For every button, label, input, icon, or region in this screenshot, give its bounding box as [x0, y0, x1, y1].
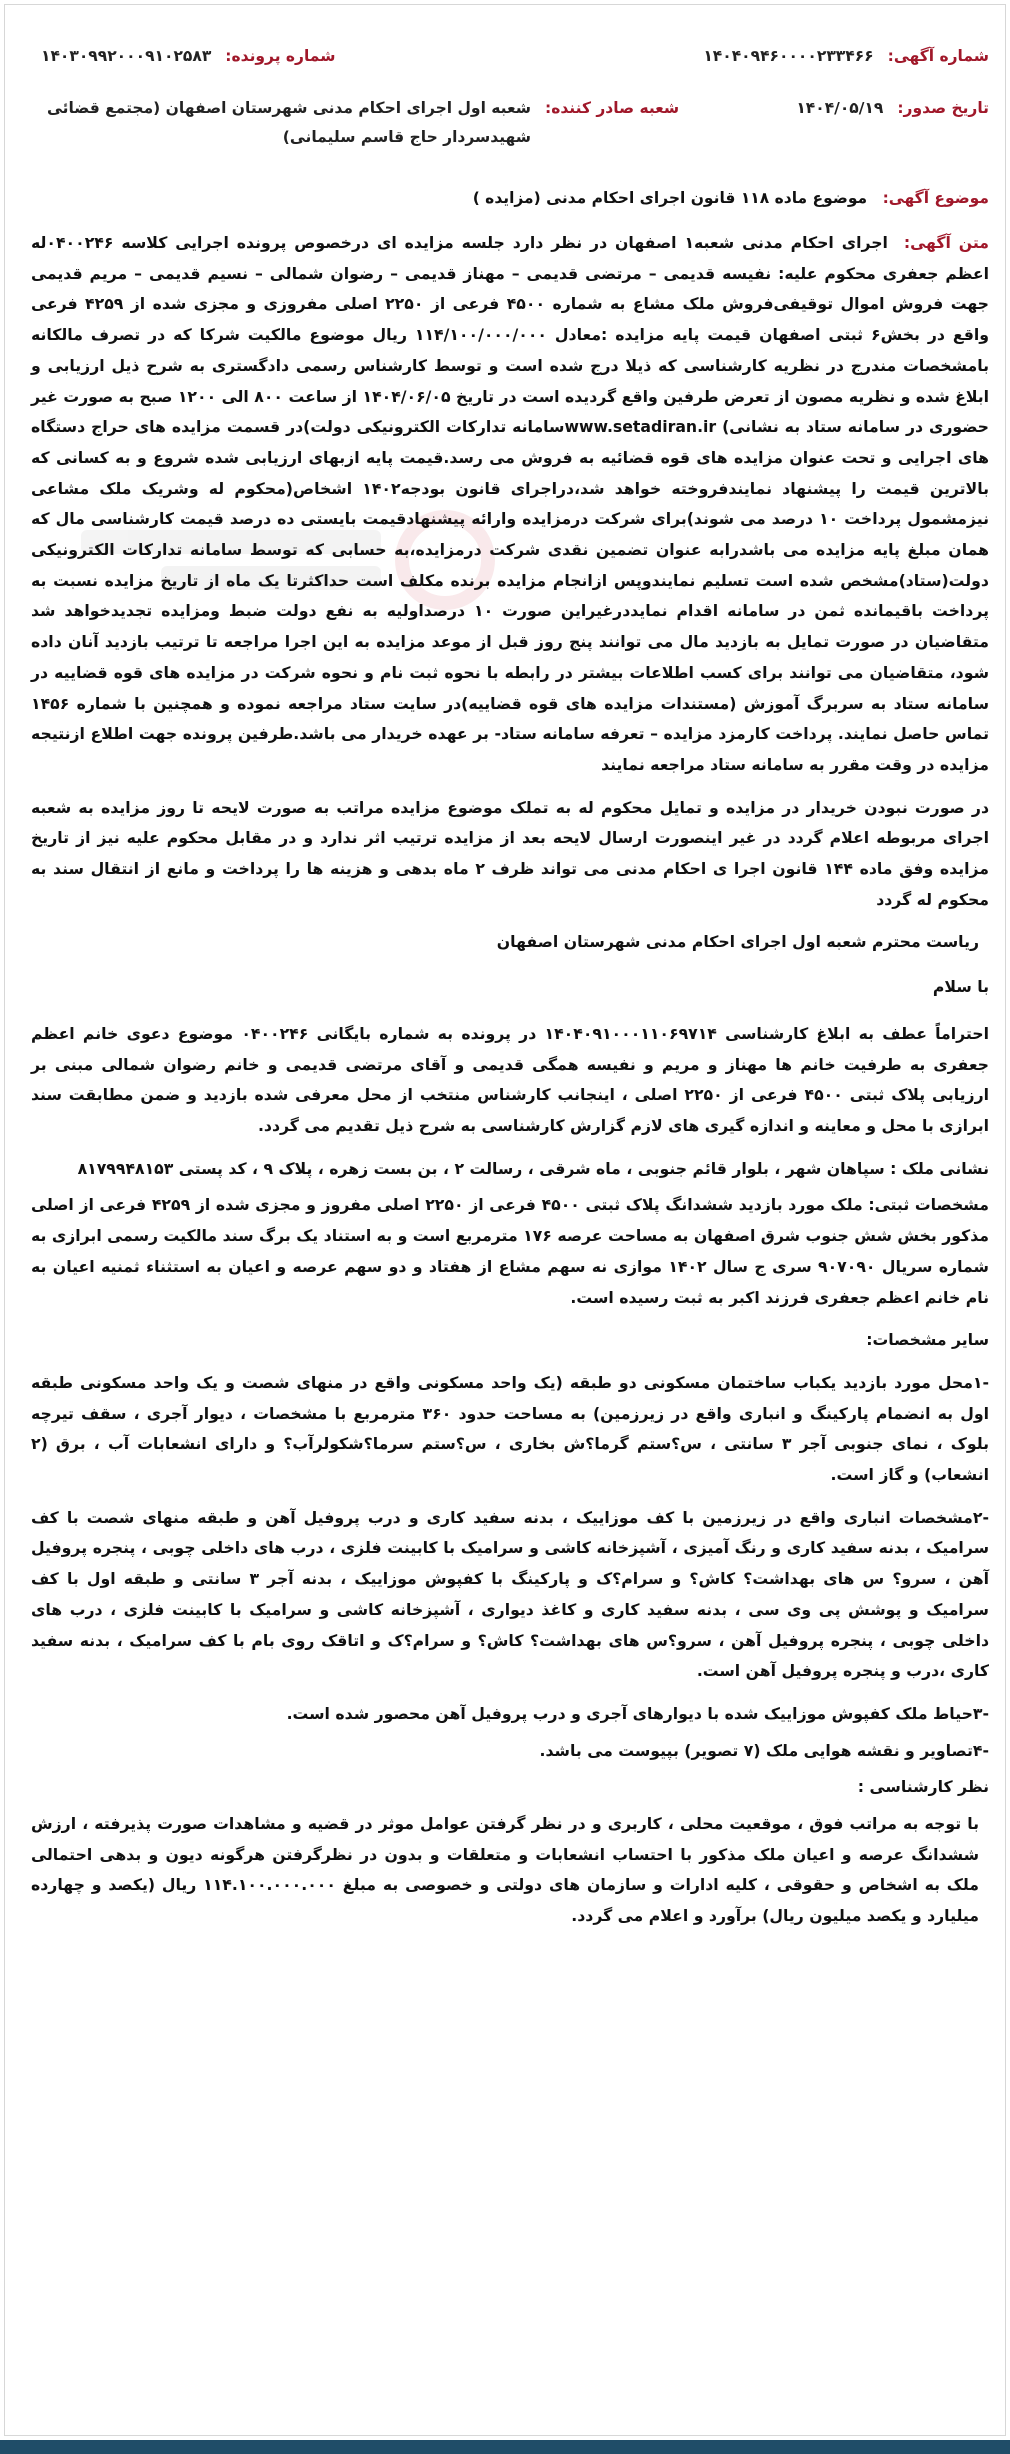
issuer — [31, 99, 679, 152]
meta-row-numbers — [21, 47, 989, 65]
subject — [21, 189, 989, 207]
expert-title: نظر کارشناسی : — [857, 1777, 989, 1797]
notice-paragraph-2: در صورت نبودن خریدار در مزایده و تمایل محکوم له به تملک موضوع مزایده مراتب به صورت لایحه تا روز مزایده به شعبه اجرای مربوطه اعلام گردد در غیر اینصورت ارسال لایحه بعد از مزایده ترتیب اثر ندارد و در مقابل محکوم علیه نیز از تاریخ مزایده وفق ماده ۱۴۴ قانون اجرا ی احکام مدنی می تواند ظرف ۲ ماه بدهی و هزینه ها را پرداخت و مانع از انتقال سند به محکوم له گردد — [31, 797, 989, 909]
notice-paragraph-1: اجرای احکام مدنی شعبه۱ اصفهان در نظر دارد جلسه مزایده ای درخصوص پرونده اجرایی کلاسه ۰۴۰۰۲۴۶له اعظم جعفری محکوم علیه: نفیسه قدیمی – مرتضی قدیمی – مهناز قدیمی – رضوان شمالی – نسیم قدیمی – مریم قدیمی جهت فروش اموال توقیفی‌فروش ملک مشاع به شماره ۴۵۰۰ فرعی از ۲۲۵۰ اصلی مفروزی و مجزی شده از ۴۲۵۹ فرعی واقع در بخش۶ ثبتی اصفهان قیمت پایه مزایده :معادل ۱۱۴/۱۰۰/۰۰۰/۰۰۰ ریال موضوع مالکیت شرکا که در تصرف مالکانه بامشخصات مندرج در نظریه کارشناسی که ذیلا درج شده است و توسط کارشناس رسمی دادگستری به شرح ذیل ارزیابی و ابلاغ شده و نظریه مصون از تعرض طرفین واقع گردیده است در تاریخ ۱۴۰۴/۰۶/۰۵ از ساعت ۸۰۰ الی ۱۲۰۰ صبح به صورت غیر حضوری در سامانه ستاد به نشانی) www.setadiran.irسامانه تدارکات الکترونیکی دولت)در قسمت مزایده های حراج دستگاه های اجرایی و تحت عنوان مزایده های قوه قضائیه به فروش می رسد.قیمت پایه ازبهای ارزیابی شده شروع و به کسانی که بالاترین قیمت را پیشنهاد نمایندفروخته خواهد شد،دراجرای قانون بودجه۱۴۰۲ اشخاص(محکوم له وشریک ملک مشاعی نیزمشمول پرداخت ۱۰ درصد می شوند)برای شرکت درمزایده وارائه پیشنهادقیمت بایستی ده درصد قیمت کارشناسی مال که همان مبلغ پایه مزایده می باشدرابه عنوان تضمین نقدی شرکت درمزایده،به حسابی که توسط سامانه تدارکات الکترونیکی دولت(ستاد)مشخص شده است تسلیم نمایندوپس ازانجام مزایده برنده مکلف است حداکثرتا یک ماه از تاریخ مزایده نسبت به پرداخت باقیمانده ثمن در سامانه اقدام نمایددرغیراین صورت ۱۰ درصداولیه به نفع دولت ضبط ومزایده تجدیدخواهد شد متقاضیان در صورت تمایل به بازدید مال می توانند پنج روز قبل از موعد مزایده به این اجرا مراجعه تا ترتیب بازدید آنان داده شود، متقاضیان می توانند برای کسب اطلاعات بیشتر در رابطه با نحوه ثبت نام و نحوه شرکت در مزایده های قوه قضاییه در سامانه ستاد به سربرگ آموزش (مستندات مزایده های قوه قضاییه)در سایت ستاد مراجعه نموده و همچنین با شماره ۱۴۵۶ تماس حاصل نمایند. پرداخت کارمزد مزایده – تعرفه سامانه ستاد- بر عهده خریدار می باشد.طرفین پرونده جهت اطلاع ازنتیجه مزایده در وقت مقرر به سامانه ستاد مراجعه نمایند — [31, 233, 990, 774]
notice-body — [31, 228, 989, 1944]
expert-opinion: با توجه به مراتب فوق ، موقعیت محلی ، کاربری و در نظر گرفتن عوامل موثر در قضیه و مشاهدات صورت پذیرفته ، ارزش ششدانگ عرصه و اعیان ملک مذکور با احتساب انشعابات و متعلقات و بدون در نظرگرفتن هرگونه دیون و بدهی احتمالی ملک به اشخاص و حقوقی ، کلیه ادارات و سازمان های دولتی و خصوصی به مبلغ ۱۱۴.۱۰۰.۰۰۰.۰۰۰ ریال (یکصد و چهارده میلیارد و یکصد میلیون ریال) برآورد و اعلام می گردد. — [31, 1814, 979, 1926]
spec-item-1: -۱محل مورد بازدید یکباب ساختمان مسکونی دو طبقه (یک واحد مسکونی واقع در منهای شصت و یک واحد مسکونی طبقه اول به انضمام پارکینگ و انباری واقع در زیرزمین) به مساحت حدود ۳۶۰ مترمربع با مشخصات ، دیوار آجری ، سقف تیرچه بلوک ، نمای جنوبی آجر ۳ سانتی ، س؟ستم گرما؟ش بخاری ، س؟ستم سرما؟شکولرآب؟ و دارای انشعابات آب ، برق (۲ انشعاب) و گاز است. — [31, 1372, 989, 1485]
issuer-label: شعبه صادر کننده: — [545, 99, 680, 117]
spec-item-3: -۳حیاط ملک کفپوش موزاییک شده با دیوارهای آجری و درب پروفیل آهن محصور شده است. — [286, 1703, 989, 1723]
subject-label: موضوع آگهی: — [882, 189, 989, 207]
issue-date — [796, 99, 989, 117]
report-heading: ریاست محترم شعبه اول اجرای احکام مدنی شهرستان اصفهان — [496, 932, 979, 952]
subject-value: موضوع ماده ۱۱۸ قانون اجرای احکام مدنی (مزایده ) — [472, 189, 868, 207]
meta-row-issuer — [21, 99, 989, 152]
case-number — [41, 47, 335, 65]
text-label: متن آگهی: — [903, 233, 989, 252]
other-specs-title: سایر مشخصات: — [866, 1330, 989, 1350]
report-intro: احتراماً عطف به ابلاغ کارشناسی ۱۴۰۴۰۹۱۰۰۰۱۱۰۶۹۷۱۴ در پرونده به شماره بایگانی ۰۴۰۰۲۴۶ موضوع دعوی خانم اعظم جعفری به طرفیت خانم ها مهناز و مریم و نفیسه همگی قدیمی و آقای مرتضی قدیمی و خانم رضوان شمالی مبنی بر ارزیابی پلاک ثبتی ۴۵۰۰ فرعی از ۲۲۵۰ اصلی ، اینجانب کارشناس منتخب از محل معرفی شده بازدید و ضمن مطابقت سند ابرازی با محل و معاینه و اندازه گیری های لازم گزارش کارشناسی به شرح ذیل تقدیم می گردد. — [31, 1023, 989, 1135]
issue-date-value: ۱۴۰۴/۰۵/۱۹ — [796, 99, 884, 117]
issuer-value: شعبه اول اجرای احکام مدنی شهرستان اصفهان (مجتمع قضائی شهیدسردار حاج قاسم سلیمانی) — [46, 99, 531, 146]
ad-number-label: شماره آگهی: — [887, 47, 989, 65]
property-address: نشانی ملک : سپاهان شهر ، بلوار قائم جنوبی ، ماه شرقی ، رسالت ۲ ، بن بست زهره ، پلاک ۹ ، کد پستی ۸۱۷۹۹۴۸۱۵۳ — [77, 1158, 989, 1178]
ad-number-value: ۱۴۰۴۰۹۴۶۰۰۰۰۲۳۳۴۶۶ — [703, 47, 874, 65]
spec-item-4: -۴تصاویر و نقشه هوایی ملک (۷ تصویر) بپیوست می باشد. — [539, 1740, 989, 1760]
registration-details: مشخصات ثبتی: ملک مورد بازدید ششدانگ پلاک ثبتی ۴۵۰۰ فرعی از ۲۲۵۰ اصلی مفروز و مجزی شده از ۴۲۵۹ فرعی از اصلی مذکور بخش شش جنوب شرق اصفهان به مساحت عرصه ۱۷۶ مترمربع است و به استناد یک برگ سند مالکیت رسمی ابرازی به شماره سریال ۹۰۷۰۹۰ سری ج سال ۱۴۰۲ موازی نه سهم مشاع از هفتاد و دو سهم عرصه و اعیان به استثناء ثمنیه اعیان به نام خانم اعظم جعفری فرزند اکبر به ثبت رسیده است. — [31, 1195, 990, 1307]
issue-date-label: تاریخ صدور: — [897, 99, 989, 117]
case-number-label: شماره پرونده: — [225, 47, 336, 65]
bottom-bar — [0, 2440, 1010, 2454]
notice-frame — [4, 4, 1006, 2436]
ad-number — [703, 47, 989, 65]
notice-text — [31, 228, 989, 781]
case-number-value: ۱۴۰۳۰۹۹۲۰۰۰۹۱۰۲۵۸۳ — [41, 47, 212, 65]
greeting: با سلام — [932, 977, 989, 997]
spec-item-2: -۲مشخصات انباری واقع در زیرزمین با کف موزاییک ، بدنه سفید کاری و درب پروفیل آهن و طبقه منهای شصت با کف سرامیک ، بدنه سفید کاری و رنگ آمیزی ، آشپزخانه کاشی و سرامیک با کابینت فلزی ، درب های داخلی چوبی ، پنجره پروفیل آهن ، سرو؟ س های بهداشت؟ کاش؟ و سرام؟ک و پارکینگ با کفپوش موزاییک ، بدنه آجر ۳ سانتی و طبقه اول با کف سرامیک و پوشش پی وی سی ، بدنه سفید کاری و کاغذ دیواری ، آشپزخانه کاشی و سرامیک با کابینت فلزی ، درب های داخلی چوبی ، پنجره پروفیل آهن ، سرو؟س های بهداشت؟ کاش؟ و سرام؟ک و اتاقک روی بام با کف سرامیک ، بدنه سفید کاری ،درب و پنجره پروفیل آهن است. — [31, 1507, 989, 1681]
